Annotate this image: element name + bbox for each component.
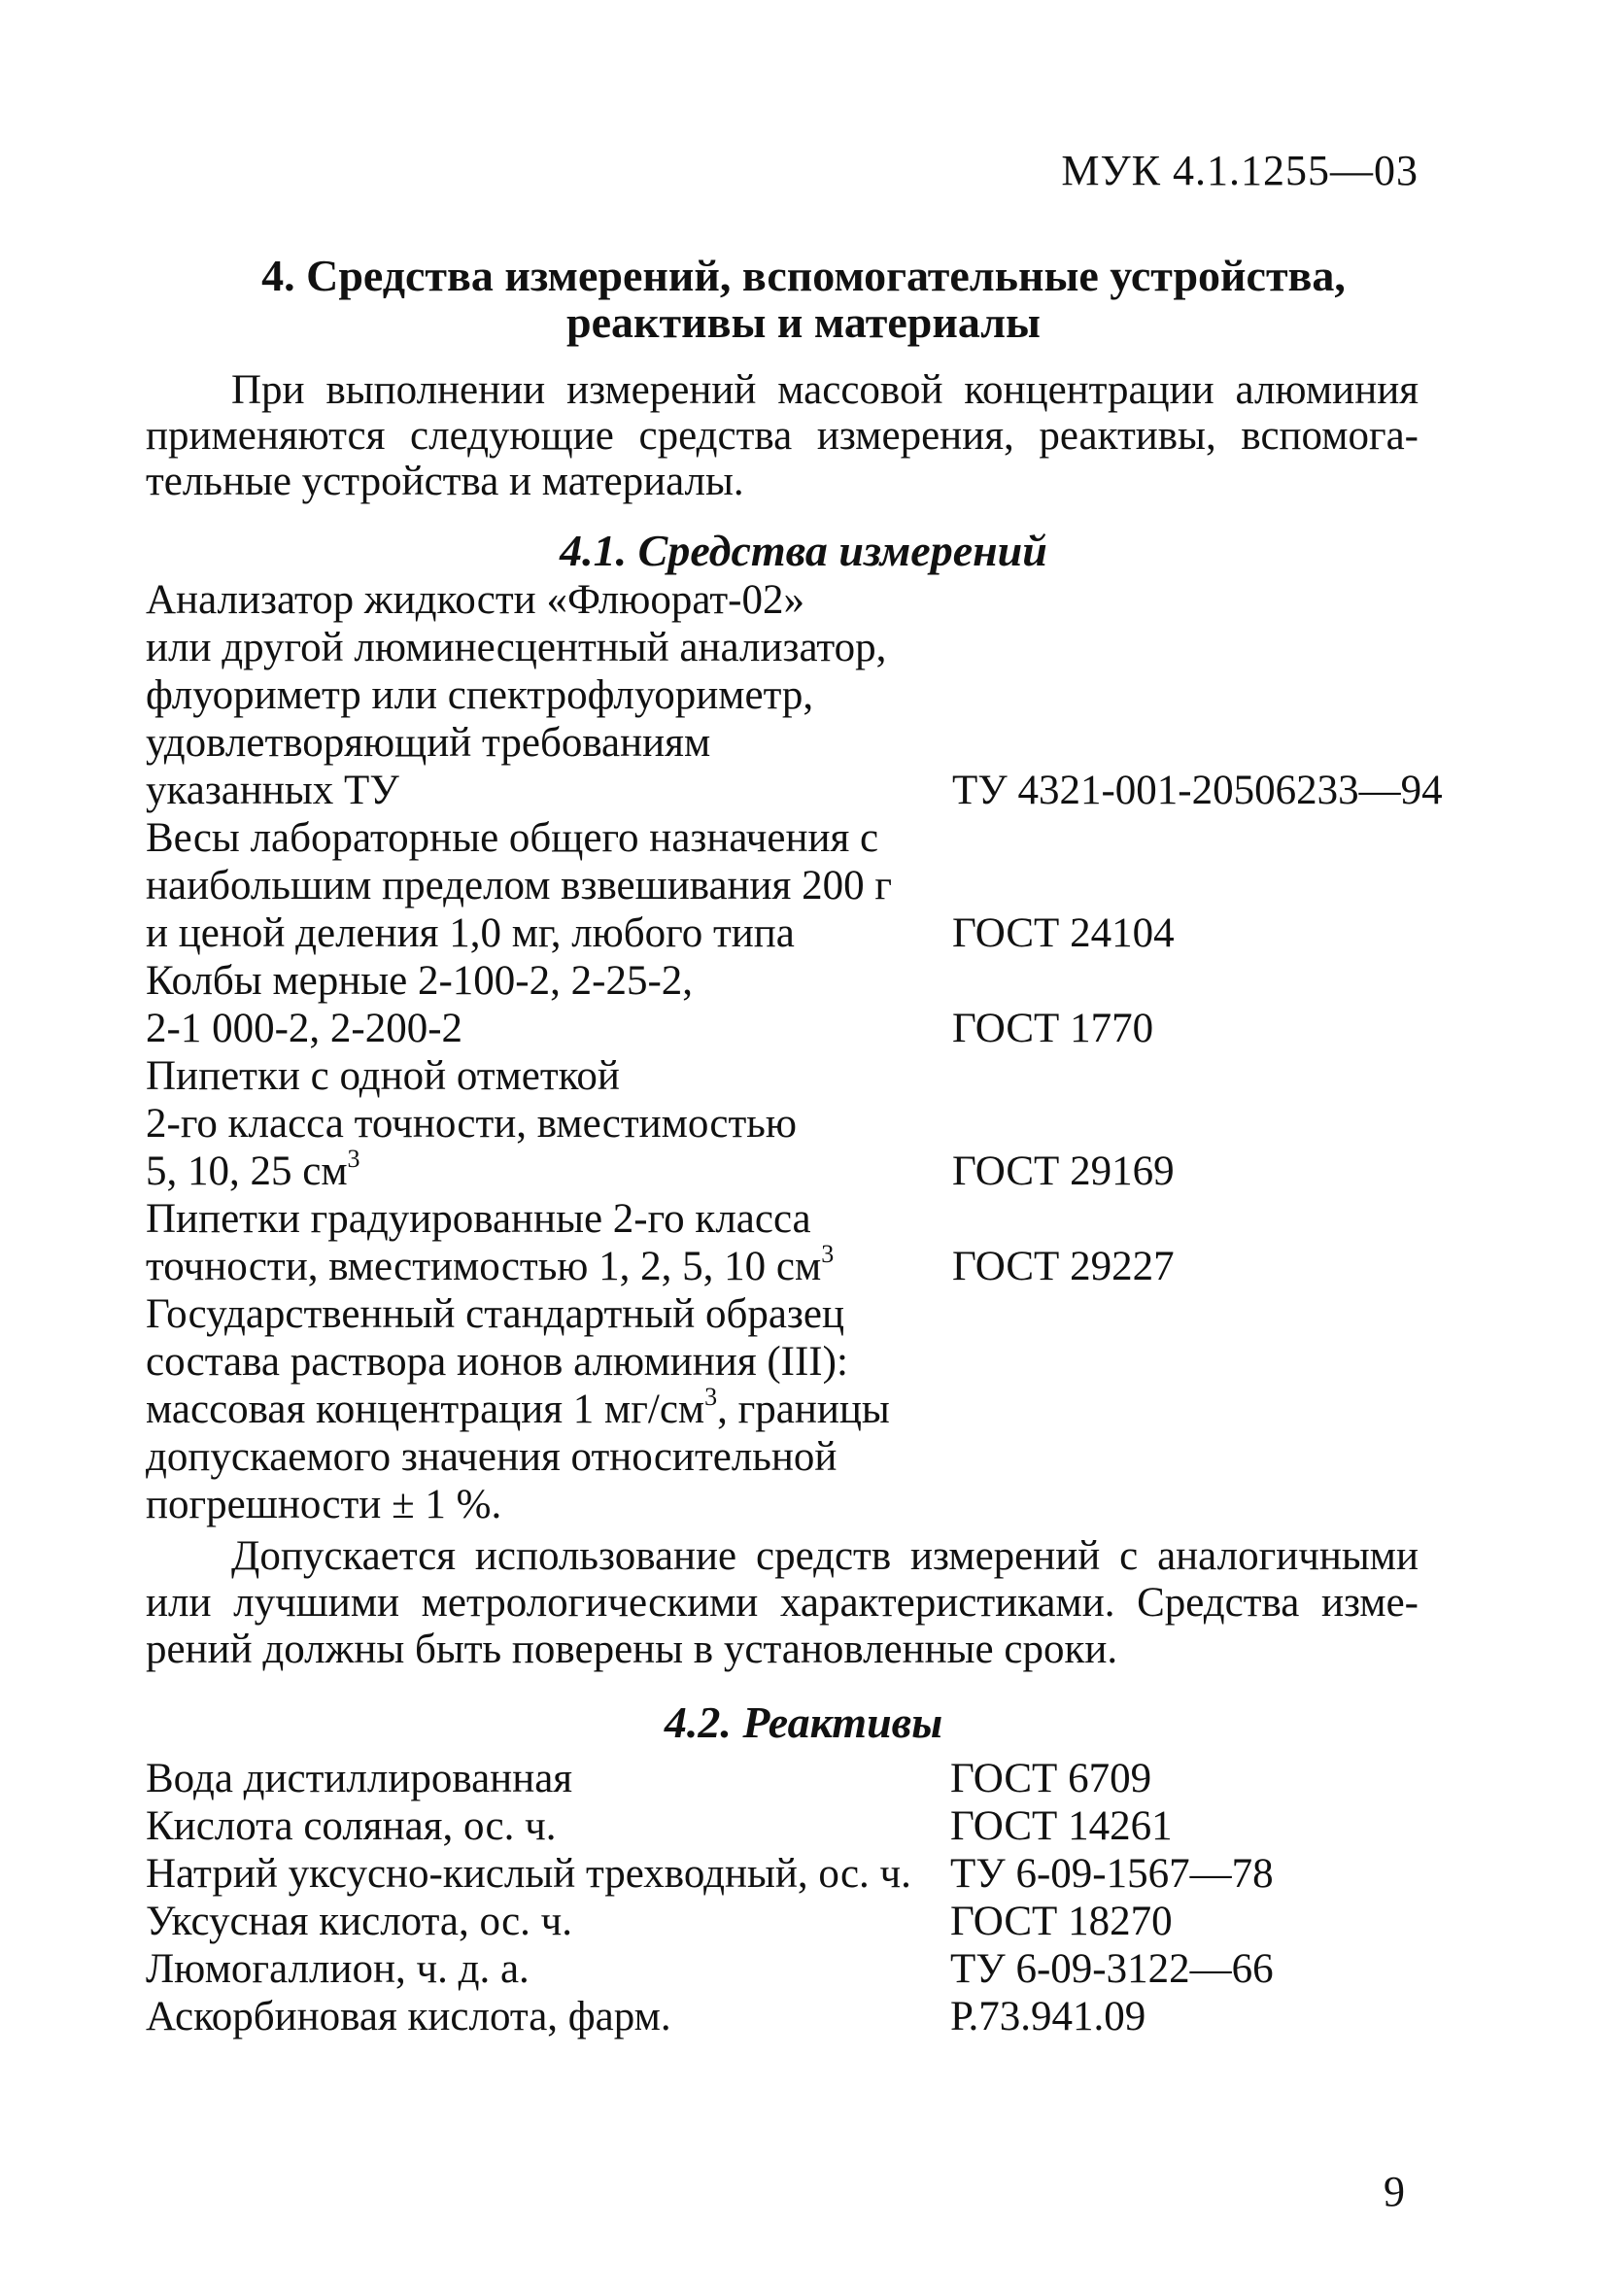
item-line-text: , границы xyxy=(717,1387,890,1432)
reagent-standard: ГОСТ 18270 xyxy=(950,1899,1173,1944)
reagent-item xyxy=(146,1755,1467,1802)
reagent-name: Кислота соляная, ос. ч. xyxy=(146,1803,557,1849)
item-line: и ценой деления 1,0 мг, любого типа xyxy=(146,910,795,956)
item-line: удовлетворяющий требованиям xyxy=(146,720,711,766)
item-line-text: точности, вместимостью 1, 2, 5, 10 см xyxy=(146,1244,822,1289)
reagent-item xyxy=(146,1802,1467,1850)
reagent-standard: ТУ 6-09-3122—66 xyxy=(950,1946,1274,1992)
reagent-name: Уксусная кислота, ос. ч. xyxy=(146,1899,573,1944)
superscript: 3 xyxy=(821,1240,835,1268)
instrument-item xyxy=(146,576,1467,814)
instrument-item xyxy=(146,957,1467,1052)
allowance-line: или лучшими метрологическими характеристиками. Средства изме- xyxy=(146,1580,1419,1626)
instrument-item xyxy=(146,814,1467,957)
reagent-name: Натрий уксусно-кислый трехводный, ос. ч. xyxy=(146,1851,911,1897)
item-standard: ГОСТ 29227 xyxy=(952,1244,1175,1289)
item-line: Весы лабораторные общего назначения с xyxy=(146,815,879,861)
reagents-list xyxy=(146,1755,1467,2040)
page-number: 9 xyxy=(1384,2168,1405,2215)
item-standard: ГОСТ 29169 xyxy=(952,1148,1175,1194)
intro-line: применяются следующие средства измерения, реактивы, вспомога- xyxy=(146,413,1419,459)
allowance-line: Допускается использование средств измерений с аналогичными xyxy=(231,1533,1419,1579)
reagent-item xyxy=(146,1993,1467,2040)
reagent-item xyxy=(146,1945,1467,1993)
item-line: 2-го класса точности, вместимостью xyxy=(146,1101,798,1147)
superscript: 3 xyxy=(347,1145,360,1173)
item-line xyxy=(146,1240,1467,1290)
item-line: Колбы мерные 2-100-2, 2-25-2, xyxy=(146,958,694,1004)
item-standard: ТУ 4321-001-20506233—94 xyxy=(952,768,1443,813)
item-line-text: массовая концентрация 1 мг/см xyxy=(146,1387,705,1432)
section-4-title-line-1: 4. Средства измерений, вспомогательные устройства, xyxy=(261,251,1346,300)
measuring-instruments-list xyxy=(146,576,1467,1528)
reagent-name: Вода дистиллированная xyxy=(146,1756,573,1801)
reagent-standard: Р.73.941.09 xyxy=(950,1994,1146,2039)
section-4-1-title: 4.1. Средства измерений xyxy=(560,526,1047,575)
item-standard: ГОСТ 1770 xyxy=(952,1006,1154,1051)
section-4-intro-paragraph xyxy=(146,367,1419,504)
reagent-standard: ГОСТ 14261 xyxy=(950,1803,1173,1849)
reagent-item xyxy=(146,1850,1467,1898)
item-line: допускаемого значения относительной xyxy=(146,1434,838,1480)
instrument-item xyxy=(146,1195,1467,1290)
item-line: Пипетки с одной отметкой xyxy=(146,1053,620,1099)
item-standard: ГОСТ 24104 xyxy=(952,910,1175,956)
reagent-standard: ГОСТ 6709 xyxy=(950,1756,1152,1801)
allowance-line: рений должны быть поверены в установленные сроки. xyxy=(146,1627,1118,1672)
item-line: Государственный стандартный образец xyxy=(146,1291,845,1337)
item-line: состава раствора ионов алюминия (III): xyxy=(146,1339,848,1385)
section-4-title-line-2: реактивы и материалы xyxy=(566,297,1041,347)
intro-line: При выполнении измерений массовой концентрации алюминия xyxy=(231,367,1419,413)
item-line xyxy=(146,1145,1467,1195)
item-line-text: 5, 10, 25 см xyxy=(146,1148,348,1194)
reagent-standard: ТУ 6-09-1567—78 xyxy=(950,1851,1274,1897)
item-line: погрешности ± 1 %. xyxy=(146,1482,502,1527)
section-4-2-title: 4.2. Реактивы xyxy=(664,1697,943,1747)
item-line: Пипетки градуированные 2-го класса xyxy=(146,1196,811,1242)
superscript: 3 xyxy=(704,1383,718,1411)
document-code-header: МУК 4.1.1255—03 xyxy=(1061,147,1419,194)
instrument-item xyxy=(146,1052,1467,1195)
reagent-name: Аскорбиновая кислота, фарм. xyxy=(146,1994,671,2039)
reagent-item xyxy=(146,1898,1467,1945)
item-line: Анализатор жидкости «Флюорат-02» xyxy=(146,577,804,623)
item-line: указанных ТУ xyxy=(146,768,399,813)
item-line xyxy=(146,1383,1467,1433)
item-line: или другой люминесцентный анализатор, xyxy=(146,625,887,670)
instrument-item xyxy=(146,1290,1467,1528)
item-line: 2-1 000-2, 2-200-2 xyxy=(146,1006,463,1051)
reagent-name: Люмогаллион, ч. д. а. xyxy=(146,1946,530,1992)
allowance-paragraph xyxy=(146,1533,1419,1673)
item-line: флуориметр или спектрофлуориметр, xyxy=(146,672,814,718)
item-line: наибольшим пределом взвешивания 200 г xyxy=(146,863,892,908)
intro-line: тельные устройства и материалы. xyxy=(146,459,744,504)
